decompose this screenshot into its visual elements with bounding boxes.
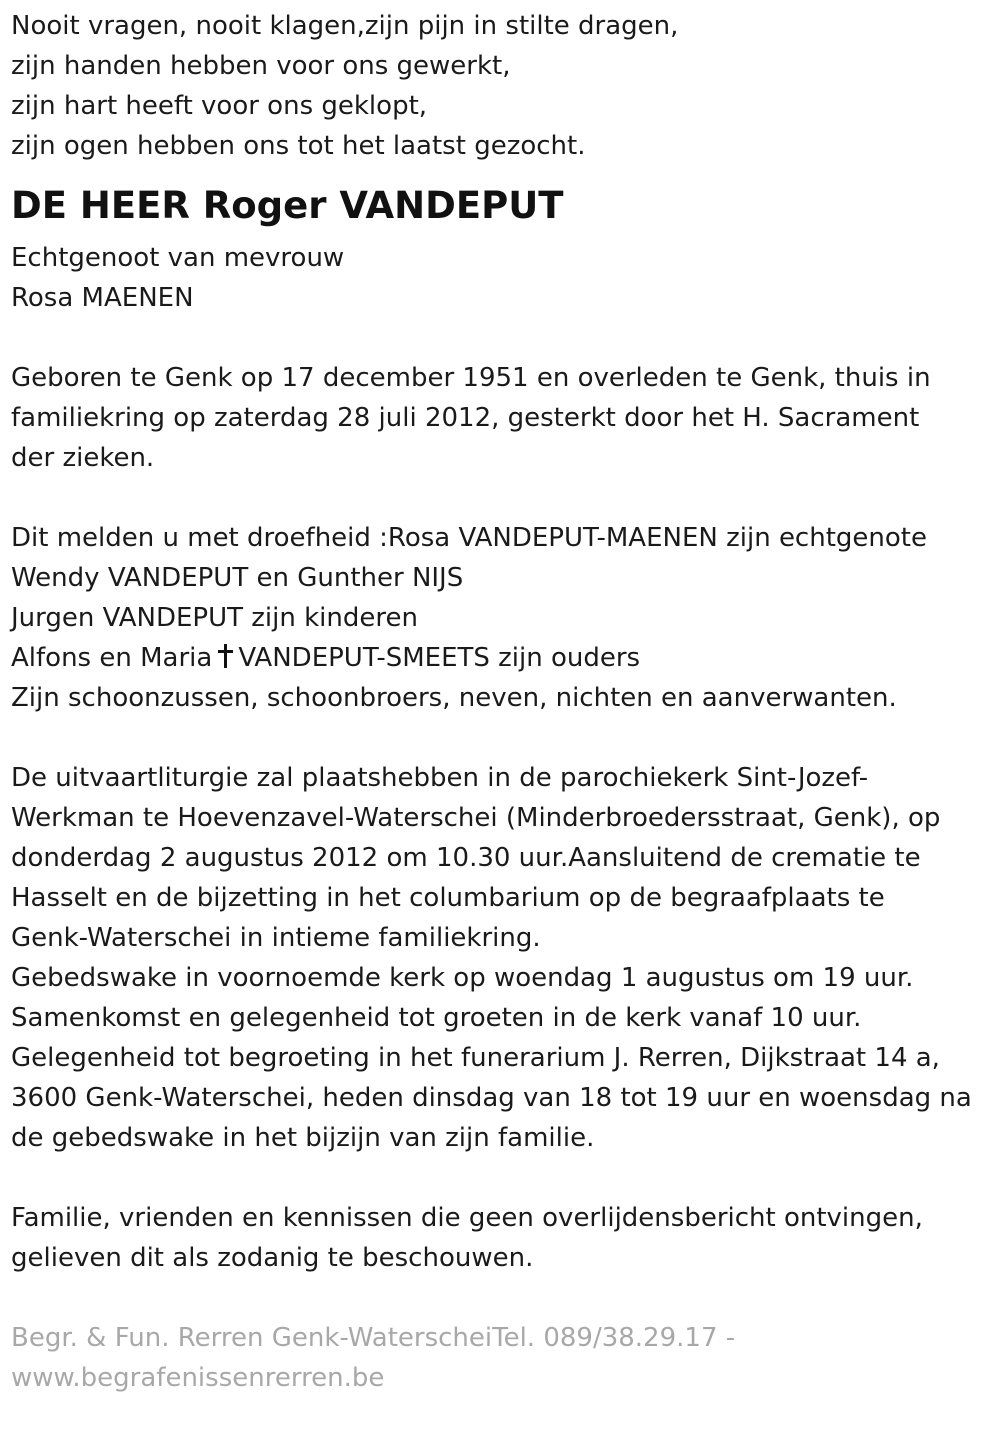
poem-line: zijn ogen hebben ons tot het laatst gezocht. [11,131,586,161]
birth-death-line: der zieken. [11,443,155,473]
closing-line: Familie, vrienden en kennissen die geen overlijdensbericht ontvingen, [11,1203,923,1233]
ceremony-line: Werkman te Hoevenzavel-Waterschei (Minderbroedersstraat, Genk), op [11,803,941,833]
ceremony-line: De uitvaartliturgie zal plaatshebben in de parochiekerk Sint-Jozef- [11,763,869,793]
ceremony-block [11,758,991,1158]
funeral-home-footer [11,1318,991,1398]
spacer [11,318,991,358]
poem [11,6,991,166]
spouse-line: Echtgenoot van mevrouw [11,243,345,273]
spacer [11,1278,991,1318]
footer-line: Begr. & Fun. Rerren Genk-WaterscheiTel. 089/38.29.17 - [11,1323,736,1353]
footer-website-link[interactable]: www.begrafenissenrerren.be [11,1363,385,1393]
latin-cross-icon [218,644,232,670]
poem-line: zijn hart heeft voor ons geklopt, [11,91,428,121]
ceremony-line: 3600 Genk-Waterschei, heden dinsdag van 18 tot 19 uur en woensdag na [11,1083,972,1113]
parents-surname: VANDEPUT-SMEETS zijn ouders [238,643,641,673]
ceremony-line: donderdag 2 augustus 2012 om 10.30 uur.Aansluitend de crematie te [11,843,921,873]
announcer-line: Wendy VANDEPUT en Gunther NIJS [11,563,464,593]
ceremony-line: de gebedswake in het bijzijn van zijn familie. [11,1123,595,1153]
closing-line: gelieven dit als zodanig te beschouwen. [11,1243,534,1273]
spacer [11,718,991,758]
ceremony-line: Samenkomst en gelegenheid tot groeten in de kerk vanaf 10 uur. [11,1003,862,1033]
announcer-line: Zijn schoonzussen, schoonbroers, neven, nichten en aanverwanten. [11,683,897,713]
birth-death-line: familiekring op zaterdag 28 juli 2012, gesterkt door het H. Sacrament [11,403,920,433]
announcer-line-parents [11,638,991,678]
deceased-name-title: DE HEER Roger VANDEPUT [11,184,564,227]
spacer [11,478,991,518]
spouse-line: Rosa MAENEN [11,283,194,313]
parents-names: Alfons en Maria [11,643,213,673]
announcer-line: Jurgen VANDEPUT zijn kinderen [11,603,418,633]
closing-block [11,1198,991,1278]
poem-line: Nooit vragen, nooit klagen,zijn pijn in stilte dragen, [11,11,679,41]
ceremony-line: Gebedswake in voornoemde kerk op woendag 1 augustus om 19 uur. [11,963,914,993]
spouse-block [11,238,991,318]
obituary-notice [11,6,991,1398]
birth-death-block [11,358,991,478]
birth-death-line: Geboren te Genk op 17 december 1951 en overleden te Genk, thuis in [11,363,931,393]
ceremony-line: Gelegenheid tot begroeting in het funerarium J. Rerren, Dijkstraat 14 a, [11,1043,940,1073]
announcers-block [11,518,991,718]
announcer-line: Dit melden u met droefheid :Rosa VANDEPUT-MAENEN zijn echtgenote [11,523,927,553]
ceremony-line: Genk-Waterschei in intieme familiekring. [11,923,541,953]
ceremony-line: Hasselt en de bijzetting in het columbarium op de begraafplaats te [11,883,885,913]
spacer [11,1158,991,1198]
poem-line: zijn handen hebben voor ons gewerkt, [11,51,511,81]
